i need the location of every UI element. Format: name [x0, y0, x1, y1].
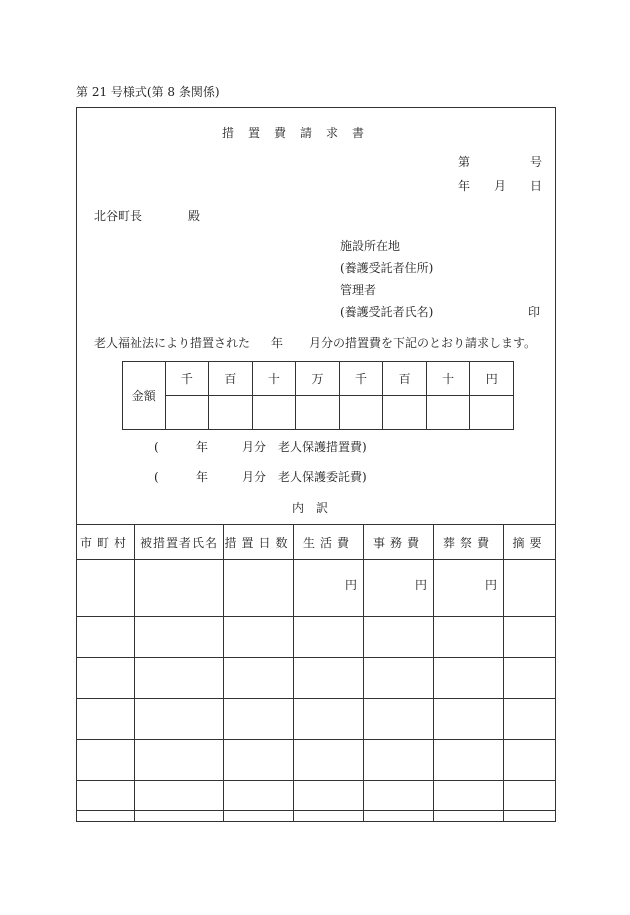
- table-row: [77, 699, 556, 740]
- table-cell[interactable]: [135, 560, 224, 617]
- amount-digit-cell[interactable]: [296, 396, 340, 430]
- table-cell[interactable]: [224, 699, 294, 740]
- table-cell[interactable]: [77, 740, 135, 781]
- fee-line-1-name: 老人保護措置費): [278, 440, 367, 454]
- table-cell[interactable]: [364, 740, 434, 781]
- table-cell[interactable]: [224, 781, 294, 822]
- fee-line-2-year: 年: [196, 470, 209, 484]
- table-cell[interactable]: [135, 617, 224, 658]
- amount-digit-cell[interactable]: [383, 396, 427, 430]
- breakdown-table: [76, 524, 556, 822]
- fee-line-2-month: 月分: [242, 470, 267, 484]
- amount-digit-cell[interactable]: [252, 396, 296, 430]
- table-cell[interactable]: [504, 617, 556, 658]
- unit-label: 千: [339, 362, 383, 396]
- amount-table: [122, 361, 514, 430]
- table-cell[interactable]: [77, 617, 135, 658]
- table-cell[interactable]: [434, 699, 504, 740]
- header-funeral-cost: 葬祭費: [434, 525, 504, 560]
- table-cell[interactable]: [224, 560, 294, 617]
- table-cell[interactable]: [294, 617, 364, 658]
- table-cell[interactable]: [434, 740, 504, 781]
- header-living-cost: 生活費: [294, 525, 364, 560]
- breakdown-title: 内 訳: [292, 501, 329, 515]
- fee-line-1-open: (: [154, 440, 159, 454]
- table-cell[interactable]: [77, 658, 135, 699]
- amount-digit-cell[interactable]: [426, 396, 470, 430]
- facility-address-label: 施設所在地: [340, 239, 401, 253]
- table-cell[interactable]: [504, 740, 556, 781]
- living-cost-yen[interactable]: 円: [294, 560, 364, 617]
- fee-line-2-name: 老人保護委託費): [278, 470, 367, 484]
- table-cell[interactable]: [77, 560, 135, 617]
- table-cell[interactable]: [364, 781, 434, 822]
- header-person-name: 被措置者氏名: [135, 525, 224, 560]
- table-cell[interactable]: [77, 699, 135, 740]
- table-cell[interactable]: [434, 781, 504, 822]
- funeral-cost-yen[interactable]: 円: [434, 560, 504, 617]
- amount-digit-cell[interactable]: [165, 396, 209, 430]
- doc-no-prefix: 第: [458, 155, 471, 169]
- seal-mark: 印: [528, 305, 541, 319]
- unit-label: 百: [383, 362, 427, 396]
- statement-part1: 老人福祉法により措置された: [94, 336, 251, 350]
- statement-year: 年: [271, 336, 284, 350]
- table-cell[interactable]: [504, 560, 556, 617]
- table-cell[interactable]: [504, 781, 556, 822]
- statement-month-text: 月分の措置費を下記のとおり請求します。: [309, 336, 537, 350]
- table-cell[interactable]: [294, 658, 364, 699]
- table-cell[interactable]: [224, 617, 294, 658]
- table-row: [77, 658, 556, 699]
- table-cell[interactable]: [434, 658, 504, 699]
- unit-label: 十: [426, 362, 470, 396]
- table-cell[interactable]: [224, 740, 294, 781]
- table-cell[interactable]: [224, 658, 294, 699]
- table-row: [77, 617, 556, 658]
- amount-digit-cell[interactable]: [209, 396, 253, 430]
- facility-address-paren: (養護受託者住所): [340, 261, 434, 275]
- manager-label: 管理者: [340, 283, 377, 297]
- amount-digit-cell[interactable]: [470, 396, 514, 430]
- header-remarks: 摘要: [504, 525, 556, 560]
- table-cell[interactable]: [135, 781, 224, 822]
- form-title: 措 置 費 請 求 書: [222, 126, 366, 140]
- table-cell[interactable]: [504, 699, 556, 740]
- table-row: [77, 781, 556, 822]
- office-cost-yen[interactable]: 円: [364, 560, 434, 617]
- addressee-name: 北谷町長: [94, 209, 143, 223]
- table-cell[interactable]: [434, 617, 504, 658]
- amount-label: 金額: [123, 362, 166, 430]
- doc-no-suffix: 号: [530, 155, 543, 169]
- date-day: 日: [530, 179, 543, 193]
- addressee-honorific: 殿: [188, 209, 201, 223]
- table-cell[interactable]: [135, 658, 224, 699]
- fee-line-1-month: 月分: [242, 440, 267, 454]
- header-office-cost: 事務費: [364, 525, 434, 560]
- manager-paren: (養護受託者氏名): [340, 305, 434, 319]
- table-row: [77, 560, 556, 617]
- table-cell[interactable]: [364, 658, 434, 699]
- table-cell[interactable]: [504, 658, 556, 699]
- amount-digit-cell[interactable]: [339, 396, 383, 430]
- fee-line-1-year: 年: [196, 440, 209, 454]
- table-cell[interactable]: [364, 699, 434, 740]
- table-cell[interactable]: [135, 740, 224, 781]
- table-cell[interactable]: [294, 699, 364, 740]
- table-cell[interactable]: [294, 781, 364, 822]
- date-month: 月: [494, 179, 507, 193]
- table-cell[interactable]: [135, 699, 224, 740]
- unit-label: 万: [296, 362, 340, 396]
- header-days: 措置日数: [224, 525, 294, 560]
- date-year: 年: [458, 179, 471, 193]
- header-municipality: 市町村: [77, 525, 135, 560]
- unit-label: 千: [165, 362, 209, 396]
- table-cell[interactable]: [364, 617, 434, 658]
- table-row: [77, 740, 556, 781]
- unit-label: 円: [470, 362, 514, 396]
- table-cell[interactable]: [294, 740, 364, 781]
- unit-label: 百: [209, 362, 253, 396]
- table-cell[interactable]: [77, 781, 135, 822]
- form-number: 第 21 号様式(第 8 条関係): [76, 85, 220, 99]
- fee-line-2-open: (: [154, 470, 159, 484]
- unit-label: 十: [252, 362, 296, 396]
